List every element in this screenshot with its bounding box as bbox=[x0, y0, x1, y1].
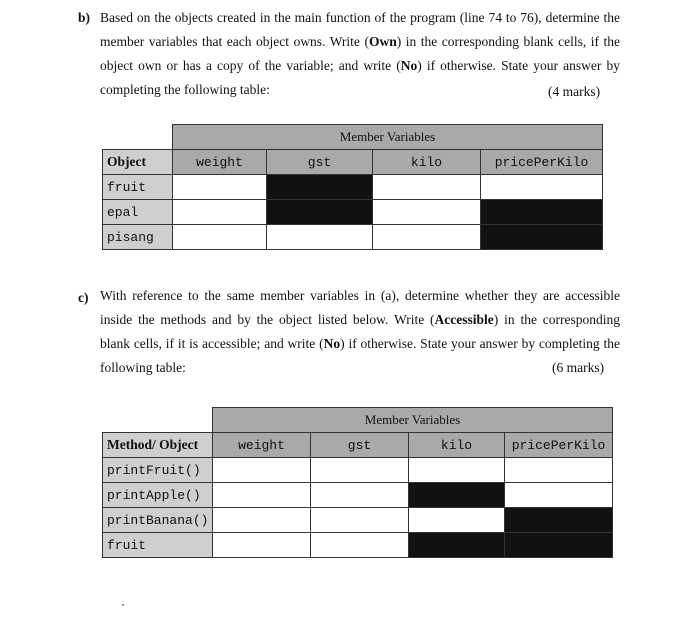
answer-cell[interactable] bbox=[213, 508, 311, 533]
question-b-text bbox=[100, 6, 620, 102]
row-header-pisang: pisang bbox=[103, 225, 173, 250]
column-header-kilo: kilo bbox=[373, 150, 481, 175]
question-c-label: c) bbox=[78, 290, 89, 305]
answer-cell[interactable] bbox=[373, 175, 481, 200]
table-header-row bbox=[103, 408, 613, 433]
question-b-text-3: ) if otherwise. State your answer by completing the following table: bbox=[100, 58, 620, 97]
answer-cell[interactable] bbox=[505, 483, 613, 508]
method-access-table bbox=[102, 407, 613, 558]
row-header-printfruit: printFruit() bbox=[103, 458, 213, 483]
table-column-header-row bbox=[103, 150, 603, 175]
answer-cell[interactable] bbox=[373, 200, 481, 225]
blocked-cell bbox=[267, 200, 373, 225]
blocked-cell bbox=[409, 483, 505, 508]
column-header-weight: weight bbox=[173, 150, 267, 175]
column-header-priceperkilo: pricePerKilo bbox=[505, 433, 613, 458]
answer-cell[interactable] bbox=[311, 533, 409, 558]
answer-cell[interactable] bbox=[267, 225, 373, 250]
table-column-header-row bbox=[103, 433, 613, 458]
answer-cell[interactable] bbox=[505, 458, 613, 483]
member-variables-header: Member Variables bbox=[173, 125, 603, 150]
question-b-label: b) bbox=[78, 10, 91, 25]
column-header-gst: gst bbox=[311, 433, 409, 458]
method-object-column-title: Method/ Object bbox=[103, 433, 213, 458]
question-c-no-word: No bbox=[323, 336, 341, 351]
member-variables-header: Member Variables bbox=[213, 408, 613, 433]
blocked-cell bbox=[505, 508, 613, 533]
answer-cell[interactable] bbox=[481, 175, 603, 200]
table-row bbox=[103, 458, 613, 483]
answer-cell[interactable] bbox=[173, 225, 267, 250]
table-corner bbox=[103, 125, 173, 150]
table-corner bbox=[103, 408, 213, 433]
table-row bbox=[103, 483, 613, 508]
answer-cell[interactable] bbox=[311, 458, 409, 483]
question-c-text-1: With reference to the same member variables in (a), determine whether they are accessible inside the methods and by the object listed below. Write ( bbox=[100, 288, 620, 327]
answer-cell[interactable] bbox=[173, 200, 267, 225]
question-c-text-3: ) if otherwise. State your answer by completing the following table: bbox=[100, 336, 620, 375]
blocked-cell bbox=[505, 533, 613, 558]
question-c-text-2: ) in the corresponding blank cells, if it is accessible; and write ( bbox=[100, 312, 621, 351]
blocked-cell bbox=[409, 533, 505, 558]
object-column-title: Object bbox=[103, 150, 173, 175]
question-c-text bbox=[100, 284, 620, 380]
column-header-kilo: kilo bbox=[409, 433, 505, 458]
table-row bbox=[103, 200, 603, 225]
blocked-cell bbox=[267, 175, 373, 200]
table-row bbox=[103, 533, 613, 558]
object-ownership-table bbox=[102, 124, 603, 250]
answer-cell[interactable] bbox=[311, 508, 409, 533]
column-header-weight: weight bbox=[213, 433, 311, 458]
answer-cell[interactable] bbox=[213, 533, 311, 558]
table-row bbox=[103, 175, 603, 200]
column-header-gst: gst bbox=[267, 150, 373, 175]
question-c-marks: (6 marks) bbox=[552, 360, 605, 375]
table-header-row bbox=[103, 125, 603, 150]
stray-mark bbox=[122, 604, 124, 606]
answer-cell[interactable] bbox=[213, 483, 311, 508]
answer-cell[interactable] bbox=[311, 483, 409, 508]
blocked-cell bbox=[481, 225, 603, 250]
blocked-cell bbox=[481, 200, 603, 225]
row-header-epal: epal bbox=[103, 200, 173, 225]
question-b-text-1: Based on the objects created in the main function of the program (line 74 to 76), determine the member variables that each object owns. Write ( bbox=[100, 10, 620, 49]
row-header-fruit: fruit bbox=[103, 533, 213, 558]
question-b-own-word: Own bbox=[368, 34, 397, 49]
table-row bbox=[103, 225, 603, 250]
row-header-printapple: printApple() bbox=[103, 483, 213, 508]
question-c-accessible-word: Accessible bbox=[434, 312, 494, 327]
answer-cell[interactable] bbox=[409, 458, 505, 483]
row-header-fruit: fruit bbox=[103, 175, 173, 200]
question-b-marks: (4 marks) bbox=[548, 84, 601, 99]
answer-cell[interactable] bbox=[213, 458, 311, 483]
table-row bbox=[103, 508, 613, 533]
row-header-printbanana: printBanana() bbox=[103, 508, 213, 533]
answer-cell[interactable] bbox=[373, 225, 481, 250]
answer-cell[interactable] bbox=[409, 508, 505, 533]
question-b-no-word: No bbox=[400, 58, 418, 73]
question-b-text-2: ) in the corresponding blank cells, if the object own or has a copy of the variable; and write ( bbox=[100, 34, 620, 73]
answer-cell[interactable] bbox=[173, 175, 267, 200]
column-header-priceperkilo: pricePerKilo bbox=[481, 150, 603, 175]
